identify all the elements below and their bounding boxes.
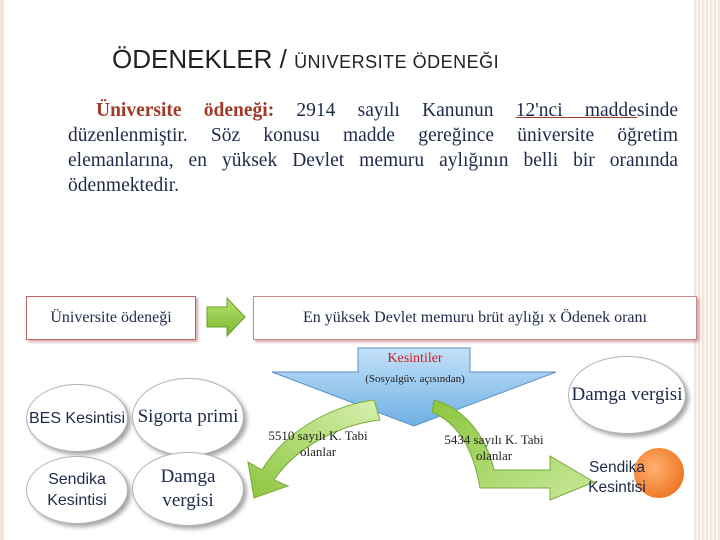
paragraph-text-1: 2914 sayılı Kanunun [274, 100, 516, 121]
paragraph-text-2: sinde düzenlenmiştir. Söz konusu madde gereğince üniversite öğretim elemanlarına, en yüksek Devlet memuru aylığının belli bir oranında ödenmektedir. [68, 100, 678, 196]
insurance-premium-label: Sigorta primi [137, 406, 239, 427]
title-sub: ÜNIVERSITE ÖDENEĞI [294, 52, 500, 72]
insurance-premium-ellipse [132, 378, 244, 456]
formula-left-label: Üniversite ödeneği [50, 309, 172, 326]
left-group-label: 5510 sayılı K. Tabi olanlar [268, 428, 368, 459]
bes-deduction-ellipse [26, 384, 128, 452]
union-deduction-ellipse-left [26, 456, 128, 524]
article-word: madde [584, 100, 637, 121]
left-decorative-border [0, 0, 4, 540]
lead-term: Üniversite ödeneği: [96, 100, 275, 121]
article-reference: 12'nci [515, 100, 563, 121]
page-title [112, 44, 499, 75]
title-main: ÖDENEKLER / [112, 44, 295, 74]
bes-deduction-label: BES Kesintisi [28, 409, 126, 427]
formula-left-box [26, 296, 196, 340]
formula-right-label: En yüksek Devlet memuru brüt aylığı x Ödenek oranı [303, 309, 647, 326]
deductions-title: Kesintiler [387, 351, 443, 366]
right-decorative-border [694, 0, 720, 540]
deductions-subtitle: (Sosyalgüv. açısından) [365, 373, 465, 385]
right-group-label: 5434 sayılı K. Tabi olanlar [444, 432, 544, 463]
formula-arrow-icon [205, 296, 247, 338]
stamp-tax-ellipse-left [132, 452, 244, 526]
union-deduction-label-right: Sendika Kesintisi [588, 459, 646, 496]
formula-right-box [253, 296, 697, 340]
stamp-tax-label-left: Damga vergisi [160, 466, 216, 511]
definition-paragraph [68, 98, 678, 198]
stamp-tax-ellipse-right [568, 356, 686, 434]
union-deduction-label-left: Sendika Kesintisi [47, 471, 107, 509]
reference-gap [563, 100, 585, 121]
stamp-tax-label-right: Damga vergisi [571, 384, 683, 405]
